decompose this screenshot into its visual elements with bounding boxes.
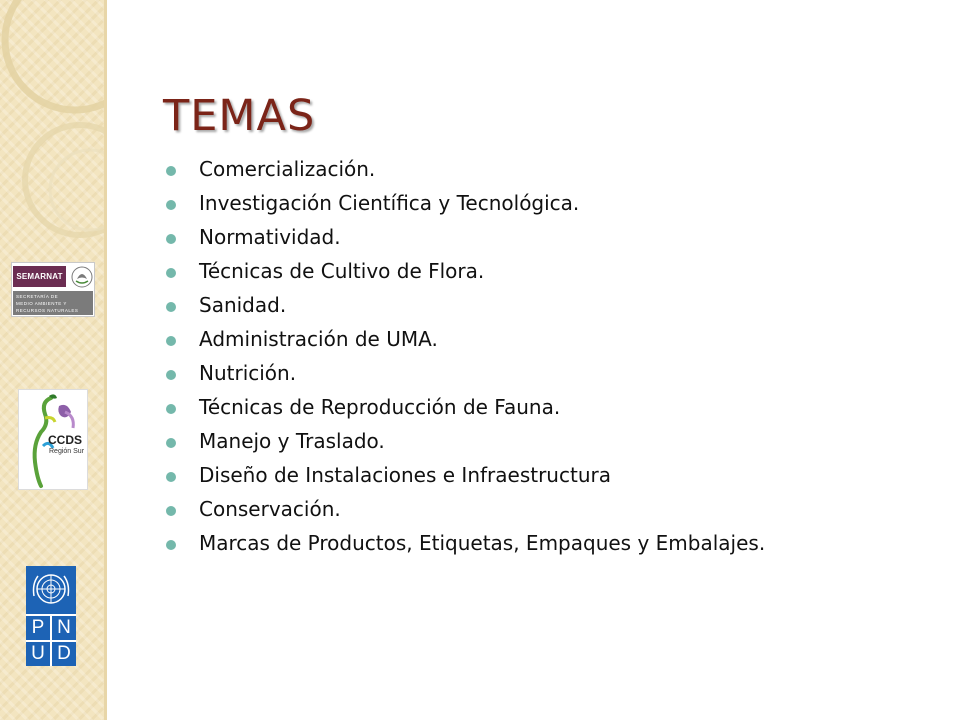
- bullet-icon: [166, 438, 176, 448]
- bullet-icon: [166, 540, 176, 550]
- bullet-icon: [166, 370, 176, 380]
- topic-text: Técnicas de Reproducción de Fauna.: [199, 395, 561, 419]
- bullet-icon: [166, 472, 176, 482]
- pnud-logo: [26, 566, 76, 666]
- topic-item: [162, 390, 942, 424]
- bullet-icon: [166, 200, 176, 210]
- topic-item: [162, 220, 942, 254]
- un-emblem: [26, 566, 76, 614]
- band-edge: [104, 0, 107, 720]
- semarnat-logo: [11, 262, 95, 317]
- topic-text: Técnicas de Cultivo de Flora.: [199, 259, 485, 283]
- topic-item: [162, 492, 942, 526]
- topic-text: Normatividad.: [199, 225, 341, 249]
- topic-item: [162, 458, 942, 492]
- topic-text: Diseño de Instalaciones e Infraestructura: [199, 463, 611, 487]
- topic-item: [162, 322, 942, 356]
- topic-text: Investigación Científica y Tecnológica.: [199, 191, 580, 215]
- pnud-letter-p: P: [26, 616, 50, 640]
- topic-item: [162, 152, 942, 186]
- semarnat-wordmark: SEMARNAT: [13, 266, 66, 287]
- bullet-icon: [166, 336, 176, 346]
- topic-text: Manejo y Traslado.: [199, 429, 385, 453]
- bullet-icon: [166, 268, 176, 278]
- topic-text: Nutrición.: [199, 361, 297, 385]
- topic-text: Conservación.: [199, 497, 341, 521]
- topic-item: [162, 254, 942, 288]
- un-globe-icon: [26, 566, 76, 614]
- slide-title: TEMAS: [163, 90, 316, 141]
- bullet-icon: [166, 302, 176, 312]
- topic-item: [162, 288, 942, 322]
- topic-list: [162, 152, 942, 560]
- topic-item: [162, 186, 942, 220]
- topic-text: Sanidad.: [199, 293, 287, 317]
- bullet-icon: [166, 234, 176, 244]
- semarnat-subtitle: SECRETARÍA DE MEDIO AMBIENTE Y RECURSOS NATURALES: [13, 291, 93, 315]
- topic-item: [162, 356, 942, 390]
- topic-item: [162, 526, 942, 560]
- pnud-letter-u: U: [26, 642, 50, 666]
- pnud-letter-n: N: [52, 616, 76, 640]
- topic-item: [162, 424, 942, 458]
- bullet-icon: [166, 166, 176, 176]
- ccds-logo: [18, 389, 88, 490]
- bullet-icon: [166, 506, 176, 516]
- topic-text: Administración de UMA.: [199, 327, 438, 351]
- pnud-letter-d: D: [52, 642, 76, 666]
- mexican-coat-of-arms-icon: [70, 265, 94, 289]
- topic-text: Marcas de Productos, Etiquetas, Empaques y Embalajes.: [199, 531, 766, 555]
- bullet-icon: [166, 404, 176, 414]
- topic-text: Comercialización.: [199, 157, 376, 181]
- ccds-subtitle: Región Sur: [49, 448, 85, 455]
- ccds-wordmark: CCDS: [48, 433, 83, 447]
